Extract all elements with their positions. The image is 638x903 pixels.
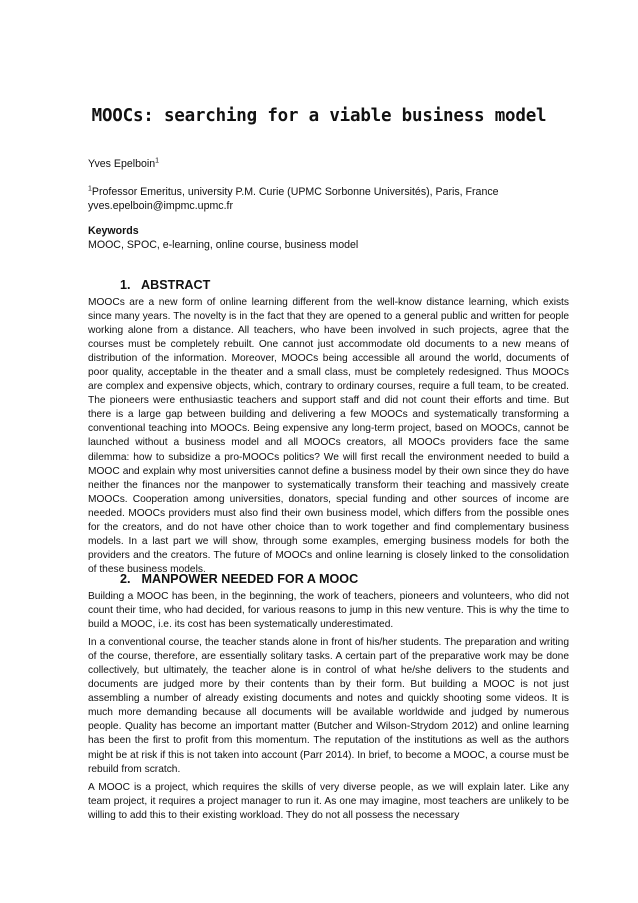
affiliation-footnote-mark: 1: [88, 185, 92, 193]
paragraph: In a conventional course, the teacher stands alone in front of his/her students. The preparation and writing of the course, therefore, are essentially solitary tasks. A certain part of the preparative work may be done collectively, but ultimately, the teacher alone is in control of what he/she delivers to the students and documents are judged more by their contents than by their form. But building a MOOC is not just assembling a number of already existing documents and notes and quickly shooting some videos. It is much more demanding because all documents will be available worldwide and judged by numerous people. Quality has become an important matter (Butcher and Wilson-Strydom 2012) and online learning has been the first to profit from this momentum. The reputation of the institutions as well as the authors might be at risk if this is not taken into account (Parr 2014). In brief, to become a MOOC, a course must be rebuild from scratch.: [88, 637, 569, 775]
author-footnote-mark: 1: [155, 157, 160, 165]
section-title: MANPOWER NEEDED FOR A MOOC: [141, 572, 359, 586]
section-number: 1.: [120, 278, 131, 292]
paragraph: MOOCs are a new form of online learning different from the well-know distance learning, which exists since many years. The novelty is in the fact that they are opened to a general public and written for people working alone from a distance. All teachers, who have been involved in such projects, agree that the courses must be completely rebuilt. One cannot just accommodate old documents to a new means of distribution of the information. Moreover, MOOCs being accessible all around the world, documents of poor quality, acceptable in the theater and a small class, must be completely redesigned. Thus MOOCs are complex and expensive objects, which, contrary to ordinary courses, require a full team, to be created. The pioneers were enthusiastic teachers and support staff and did not count their efforts and time. But there is a large gap between building and delivering a few MOOCs and systematically transforming a conventional teaching into MOOCs. Being expensive any long-term project, based on MOOCs, cannot be launched without a business model and all MOOCs creators, all MOOCs providers face the same dilemma: how to subsidize a pro-MOOCs politics? We will first recall the environment needed to build a MOOC and explain why most universities cannot define a business model by their own since they do have neither the finances nor the manpower to systematically transform their teaching and massively create MOOCs. Cooperation among universities, donators, special funding and other sources of income are needed. MOOCs providers must also find their own business model, which differs from the possible ones for the creators, and do not have other choice than to work together and find complementary business models. In a last part we will show, through some examples, emerging business models for both the providers and the creators. The future of MOOCs and online learning is closely linked to the consolidation of these business models.: [88, 297, 569, 575]
affiliation-line: [88, 185, 568, 199]
author-name: Yves Epelboin: [88, 158, 156, 170]
section-heading-abstract: [120, 278, 210, 292]
manpower-body: [88, 590, 569, 823]
author-line: [88, 157, 568, 171]
section-number: 2.: [120, 572, 131, 586]
affiliation-text: Professor Emeritus, university P.M. Curie (UPMC Sorbonne Universités), Paris, France: [91, 186, 499, 198]
paragraph: Building a MOOC has been, in the beginning, the work of teachers, pioneers and volunteers, who did not count their time, who had decided, for various reasons to jump in this new venture. This is why the time to build a MOOC, i.e. its cost has been systematically underestimated.: [88, 591, 569, 631]
paragraph: A MOOC is a project, which requires the skills of very diverse people, as we will explain later. Like any team project, it requires a project manager to run it. As one may imagine, most teachers are unlikely to be willing to add this to their existing workload. They do not all possess the necessary: [88, 781, 569, 821]
section-heading-manpower: [120, 572, 358, 586]
paper-title: MOOCs: searching for a viable business model: [91, 106, 547, 126]
section-title: ABSTRACT: [141, 278, 211, 292]
keywords-label: Keywords: [88, 225, 139, 237]
abstract-body: [88, 296, 569, 577]
keywords-text: MOOC, SPOC, e-learning, online course, business model: [88, 239, 359, 251]
author-email: yves.epelboin@impmc.upmc.fr: [88, 200, 233, 212]
